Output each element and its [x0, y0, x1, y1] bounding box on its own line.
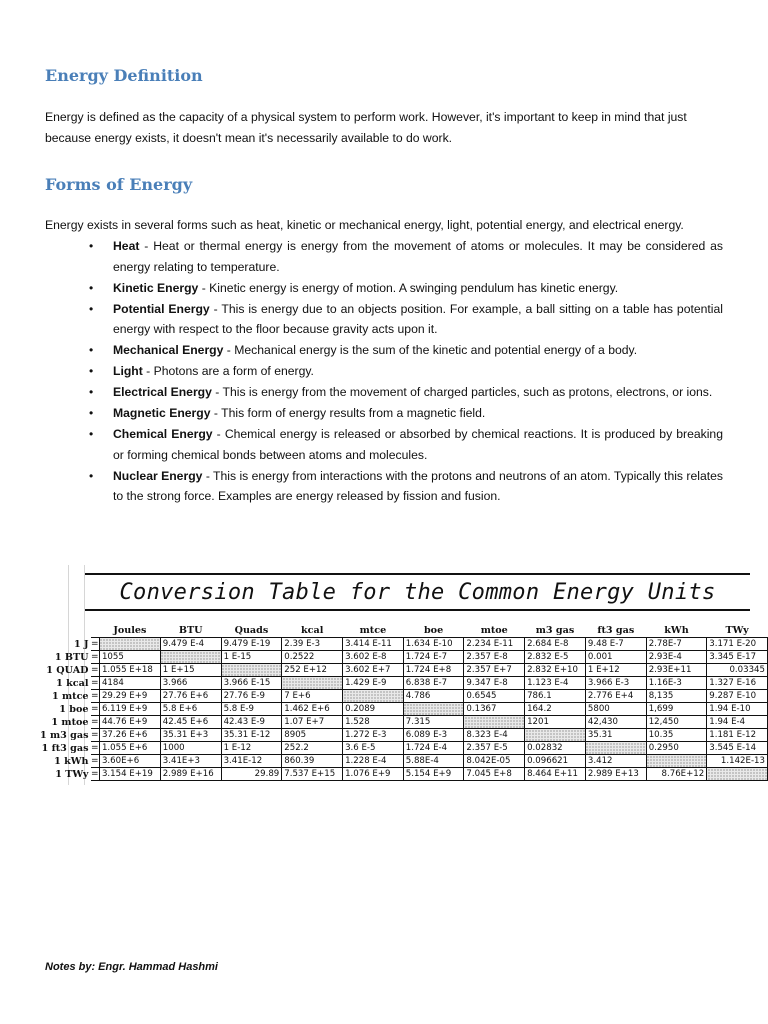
table-cell: 42,430 [585, 716, 646, 729]
table-cell: 10.35 [646, 729, 707, 742]
table-cell: 44.76 E+9 [99, 716, 160, 729]
bullet-icon: • [89, 343, 94, 357]
table-cell: 1 E+15 [160, 664, 221, 677]
table-cell: 37.26 E+6 [99, 729, 160, 742]
energy-term: Nuclear Energy [113, 468, 203, 483]
table-cell: 1 E-15 [221, 651, 282, 664]
bullet-icon: • [89, 280, 94, 295]
list-item [45, 361, 725, 382]
table-cell: 8.76E+12 [646, 768, 707, 781]
row-label: 1 boe [59, 703, 89, 715]
energy-description: - This form of energy results from a magnetic field. [210, 406, 486, 420]
column-header: kWh [664, 624, 689, 636]
conversion-table-body [38, 638, 768, 781]
table-cell: 0.2089 [343, 703, 404, 716]
energy-description: - This is energy due to an objects position. For example, a ball sitting on a table has potential energy with respect to the floor because gravity acts upon it. [113, 301, 723, 336]
table-row [38, 742, 768, 755]
table-row [38, 651, 768, 664]
table-cell: 9.479 E-19 [221, 638, 282, 651]
energy-definition-heading: Energy Definition [45, 66, 203, 85]
table-cell: 1000 [160, 742, 221, 755]
energy-description: - This is energy from the movement of charged particles, such as protons, electrons, or ions. [211, 385, 713, 399]
table-cell: 2.234 E-11 [464, 638, 525, 651]
table-cell: 5.88E-4 [403, 755, 464, 768]
energy-term: Magnetic Energy [113, 406, 211, 420]
table-cell: 2.357 E+7 [464, 664, 525, 677]
table-cell: 2.93E+11 [646, 664, 707, 677]
table-cell: 1.181 E-12 [707, 729, 768, 742]
table-cell: 1.228 E-4 [343, 755, 404, 768]
table-cell: 7.315 [403, 716, 464, 729]
list-item [45, 466, 725, 507]
identity-cell [585, 742, 646, 755]
header-corner [38, 623, 91, 638]
table-cell: 1.327 E-16 [707, 677, 768, 690]
identity-cell [525, 729, 586, 742]
table-cell: 3.6 E-5 [343, 742, 404, 755]
table-cell: 8,135 [646, 690, 707, 703]
table-cell: 35.31 [585, 729, 646, 742]
table-cell: 1.94 E-4 [707, 716, 768, 729]
column-header: mtce [359, 624, 387, 636]
table-cell: 0.2950 [646, 742, 707, 755]
table-cell: 5.8 E+6 [160, 703, 221, 716]
energy-term: Kinetic Energy [113, 280, 199, 295]
equals-sign: = [90, 768, 99, 779]
table-cell: 6.089 E-3 [403, 729, 464, 742]
table-cell: 7 E+6 [282, 690, 343, 703]
identity-cell [403, 703, 464, 716]
list-item [45, 424, 725, 465]
table-cell: 1.724 E+8 [403, 664, 464, 677]
equals-sign: = [90, 703, 99, 714]
column-header: mtoe [480, 624, 508, 636]
row-label: 1 kcal [56, 677, 89, 689]
table-cell: 0.1367 [464, 703, 525, 716]
table-cell: 3.414 E-11 [343, 638, 404, 651]
table-cell: 27.76 E-9 [221, 690, 282, 703]
table-row [38, 664, 768, 677]
table-cell: 5.154 E+9 [403, 768, 464, 781]
table-row [38, 768, 768, 781]
table-header-row [38, 623, 768, 638]
table-cell: 2.684 E-8 [525, 638, 586, 651]
table-cell: 1.528 [343, 716, 404, 729]
column-header: Quads [234, 624, 269, 636]
table-cell: 1.724 E-7 [403, 651, 464, 664]
table-cell: 35.31 E-12 [221, 729, 282, 742]
table-cell: 1.142E-13 [707, 755, 768, 768]
table-cell: 5800 [585, 703, 646, 716]
table-cell: 5.8 E-9 [221, 703, 282, 716]
table-cell: 29.29 E+9 [99, 690, 160, 703]
row-label: 1 TWy [55, 768, 89, 780]
list-item [45, 299, 725, 340]
table-cell: 2.39 E-3 [282, 638, 343, 651]
energy-description: - Heat or thermal energy is energy from the movement of atoms or molecules. It may be considered as energy relating to temperature. [113, 239, 723, 274]
energy-description: - Kinetic energy is energy of motion. A swinging pendulum has kinetic energy. [198, 280, 619, 295]
table-row [38, 638, 768, 651]
identity-cell [464, 716, 525, 729]
bullet-icon: • [89, 364, 94, 378]
table-cell: 1.429 E-9 [343, 677, 404, 690]
energy-definition-paragraph: Energy is defined as the capacity of a physical system to perform work. However, it's important to keep in mind that just because energy exists, it doesn't mean it's necessarily available to do work. [45, 110, 687, 145]
table-row [38, 703, 768, 716]
row-label: 1 m3 gas [40, 729, 89, 741]
table-cell: 1055 [99, 651, 160, 664]
table-row [38, 690, 768, 703]
bullet-icon: • [89, 239, 94, 253]
row-label: 1 mtoe [51, 716, 89, 728]
equals-sign: = [90, 651, 99, 662]
table-cell: 1 E+12 [585, 664, 646, 677]
table-cell: 1.634 E-10 [403, 638, 464, 651]
table-cell: 2.832 E+10 [525, 664, 586, 677]
table-cell: 2.93E-4 [646, 651, 707, 664]
table-cell: 1.07 E+7 [282, 716, 343, 729]
table-cell: 4.786 [403, 690, 464, 703]
column-header: m3 gas [535, 624, 575, 636]
table-cell: 3.345 E-17 [707, 651, 768, 664]
column-header: Joules [113, 624, 147, 636]
identity-cell [646, 755, 707, 768]
table-cell: 3.154 E+19 [99, 768, 160, 781]
equals-sign: = [90, 677, 99, 688]
table-cell: 0.001 [585, 651, 646, 664]
table-cell: 9.48 E-7 [585, 638, 646, 651]
table-cell: 2.989 E+13 [585, 768, 646, 781]
row-label: 1 J [73, 638, 89, 650]
table-cell: 3.966 [160, 677, 221, 690]
table-cell: 3.60E+6 [99, 755, 160, 768]
row-label: 1 ft3 gas [41, 742, 89, 754]
table-cell: 3.41E+3 [160, 755, 221, 768]
list-item [45, 340, 725, 361]
bullet-icon: • [89, 385, 94, 399]
table-cell: 2.357 E-8 [464, 651, 525, 664]
table-cell: 1.123 E-4 [525, 677, 586, 690]
energy-term: Light [113, 364, 143, 378]
table-cell: 3.545 E-14 [707, 742, 768, 755]
energy-description: - Photons are a form of energy. [142, 364, 314, 378]
table-cell: 7.537 E+15 [282, 768, 343, 781]
table-cell: 1.16E-3 [646, 677, 707, 690]
table-cell: 1.462 E+6 [282, 703, 343, 716]
identity-cell [343, 690, 404, 703]
energy-description: - Chemical energy is released or absorbed by chemical reactions. It is produced by breaking or forming chemical bonds between atoms and molecules. [113, 427, 723, 462]
table-cell: 2.357 E-5 [464, 742, 525, 755]
table-cell: 3.41E-12 [221, 755, 282, 768]
header-spacer [91, 623, 100, 638]
equals-sign: = [90, 755, 99, 766]
table-cell: 7.045 E+8 [464, 768, 525, 781]
table-cell: 252.2 [282, 742, 343, 755]
table-cell: 29.89 [221, 768, 282, 781]
table-cell: 8905 [282, 729, 343, 742]
equals-sign: = [90, 716, 99, 727]
table-cell: 1201 [525, 716, 586, 729]
table-cell: 3.966 E-3 [585, 677, 646, 690]
table-cell: 8.464 E+11 [525, 768, 586, 781]
bullet-icon: • [89, 301, 94, 316]
table-cell: 2.832 E-5 [525, 651, 586, 664]
table-cell: 860.39 [282, 755, 343, 768]
equals-sign: = [90, 690, 99, 701]
identity-cell [282, 677, 343, 690]
equals-sign: = [90, 638, 99, 649]
table-cell: 1.076 E+9 [343, 768, 404, 781]
table-cell: 0.02832 [525, 742, 586, 755]
column-header: BTU [178, 624, 203, 636]
table-cell: 1,699 [646, 703, 707, 716]
list-item [45, 382, 725, 403]
bullet-icon: • [89, 468, 94, 483]
table-cell: 3.602 E-8 [343, 651, 404, 664]
row-label: 1 BTU [54, 651, 89, 663]
table-cell: 9.287 E-10 [707, 690, 768, 703]
table-cell: 42.45 E+6 [160, 716, 221, 729]
column-header: kcal [300, 624, 324, 636]
table-cell: 42.43 E-9 [221, 716, 282, 729]
row-label: 1 QUAD [46, 664, 89, 676]
table-cell: 8.042E-05 [464, 755, 525, 768]
table-cell: 0.6545 [464, 690, 525, 703]
column-header: TWy [725, 624, 749, 636]
row-label: 1 kWh [54, 755, 89, 767]
table-cell: 1.055 E+18 [99, 664, 160, 677]
table-cell: 1.055 E+6 [99, 742, 160, 755]
table-row [38, 755, 768, 768]
identity-cell [707, 768, 768, 781]
table-cell: 1.724 E-4 [403, 742, 464, 755]
forms-of-energy-heading: Forms of Energy [45, 175, 193, 194]
table-cell: 164.2 [525, 703, 586, 716]
table-cell: 0.2522 [282, 651, 343, 664]
equals-sign: = [90, 742, 99, 753]
bullet-icon: • [89, 406, 94, 420]
table-cell: 3.412 [585, 755, 646, 768]
forms-of-energy-list [45, 236, 725, 507]
table-cell: 9.347 E-8 [464, 677, 525, 690]
table-cell: 2.78E-7 [646, 638, 707, 651]
table-row [38, 677, 768, 690]
table-cell: 2.776 E+4 [585, 690, 646, 703]
energy-term: Electrical Energy [113, 385, 212, 399]
conversion-table-title: Conversion Table for the Common Energy Units [119, 579, 716, 605]
equals-sign: = [90, 729, 99, 740]
forms-of-energy-intro: Energy exists in several forms such as heat, kinetic or mechanical energy, light, potential energy, and electrical energy. [45, 218, 684, 232]
energy-description: - Mechanical energy is the sum of the kinetic and potential energy of a body. [223, 343, 638, 357]
notes-author: Notes by: Engr. Hammad Hashmi [45, 961, 218, 973]
bullet-icon: • [89, 427, 94, 441]
table-cell: 1.272 E-3 [343, 729, 404, 742]
identity-cell [99, 638, 160, 651]
table-cell: 3.966 E-15 [221, 677, 282, 690]
energy-term: Potential Energy [113, 301, 210, 316]
row-label: 1 mtce [51, 690, 89, 702]
table-cell: 27.76 E+6 [160, 690, 221, 703]
table-cell: 9.479 E-4 [160, 638, 221, 651]
table-cell: 12,450 [646, 716, 707, 729]
table-cell: 252 E+12 [282, 664, 343, 677]
list-item [45, 278, 725, 299]
conversion-table [38, 623, 768, 781]
list-item [45, 403, 725, 424]
column-header: boe [423, 624, 444, 636]
table-cell: 0.096621 [525, 755, 586, 768]
table-cell: 1.94 E-10 [707, 703, 768, 716]
energy-description: - This is energy from interactions with the protons and neutrons of an atom. Typically this relates to the strong force. Examples are energy released by fission and fusion. [113, 468, 723, 503]
list-item [45, 236, 725, 277]
identity-cell [160, 651, 221, 664]
equals-sign: = [90, 664, 99, 675]
identity-cell [221, 664, 282, 677]
conversion-table-title-box [85, 573, 750, 611]
table-row [38, 729, 768, 742]
table-cell: 6.838 E-7 [403, 677, 464, 690]
table-row [38, 716, 768, 729]
table-cell: 6.119 E+9 [99, 703, 160, 716]
energy-term: Heat [113, 239, 140, 253]
table-cell: 2.989 E+16 [160, 768, 221, 781]
table-cell: 3.171 E-20 [707, 638, 768, 651]
table-cell: 35.31 E+3 [160, 729, 221, 742]
table-cell: 1 E-12 [221, 742, 282, 755]
table-cell: 8.323 E-4 [464, 729, 525, 742]
table-cell: 4184 [99, 677, 160, 690]
table-cell: 3.602 E+7 [343, 664, 404, 677]
table-cell: 786.1 [525, 690, 586, 703]
table-cell: 0.03345 [707, 664, 768, 677]
energy-term: Mechanical Energy [113, 343, 224, 357]
column-header: ft3 gas [597, 624, 635, 636]
energy-term: Chemical Energy [113, 427, 213, 441]
